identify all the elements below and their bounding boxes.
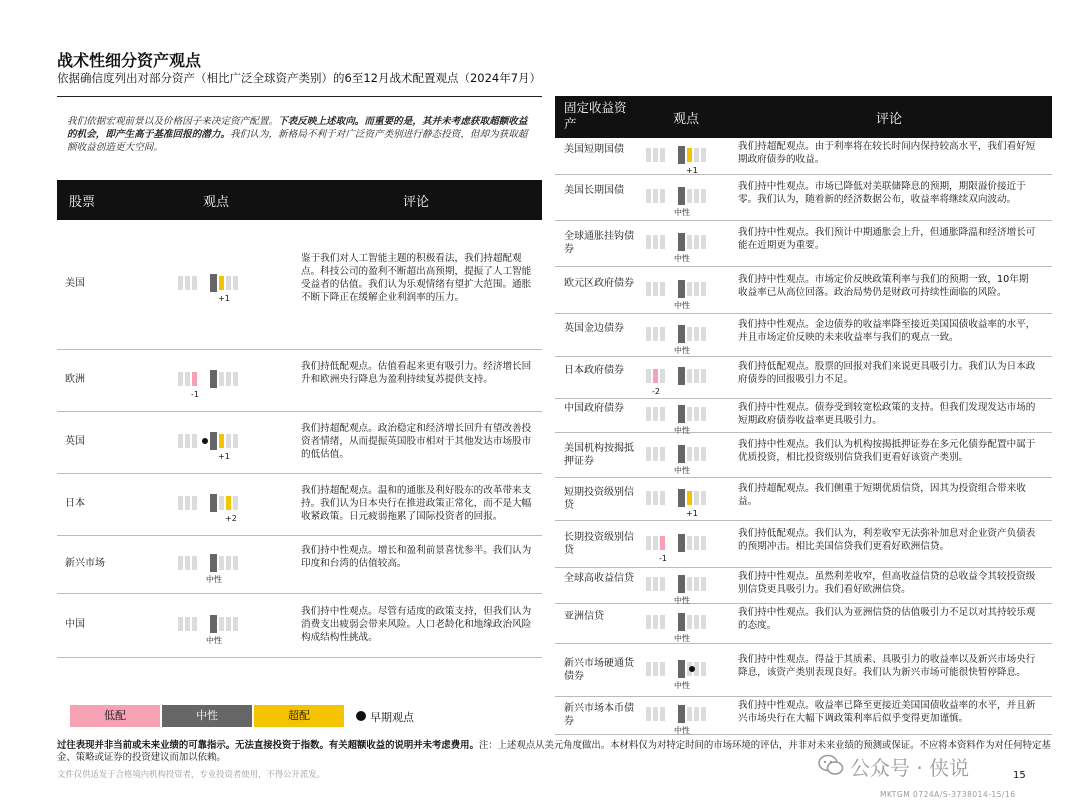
scale-center xyxy=(678,187,685,205)
scale-cell xyxy=(660,327,665,341)
asset-name: 中国 xyxy=(65,619,85,630)
view-label: 中性 xyxy=(674,254,690,263)
scale-cell xyxy=(694,615,699,629)
scale-center xyxy=(678,575,685,593)
asset-name: 欧洲 xyxy=(65,374,85,385)
view-scale xyxy=(646,235,706,269)
page-number: 15 xyxy=(1013,770,1026,781)
view-label: 中性 xyxy=(674,466,690,475)
row-comment: 我们持超配观点。我们侧重于短期优质信贷，因其为投资组合带来收益。 xyxy=(738,483,1026,507)
scale-cell xyxy=(687,407,692,421)
scale-cell xyxy=(694,189,699,203)
table-row xyxy=(555,697,1052,735)
scale-cell xyxy=(233,556,238,570)
equity-header-comment: 评论 xyxy=(403,195,430,210)
view-scale xyxy=(178,496,238,530)
view-label: 中性 xyxy=(674,634,690,643)
scale-cell xyxy=(646,662,651,676)
asset-name: 短期投资级别信贷 xyxy=(564,487,634,511)
scale-cell xyxy=(178,496,183,510)
scale-cell xyxy=(646,148,651,162)
scale-cell xyxy=(646,447,651,461)
page-title: 战术性细分资产观点 xyxy=(57,51,202,70)
scale-cell xyxy=(694,148,699,162)
scale-cell xyxy=(653,189,658,203)
scale-cell xyxy=(192,372,197,386)
scale-cell xyxy=(646,407,651,421)
view-label: 中性 xyxy=(674,208,690,217)
scale-cell xyxy=(233,496,238,510)
scale-center xyxy=(678,534,685,552)
table-row xyxy=(555,604,1052,644)
scale-cell xyxy=(701,282,706,296)
view-label: 中性 xyxy=(674,346,690,355)
scale-cell xyxy=(701,662,706,676)
scale-cell xyxy=(694,707,699,721)
asset-name: 日本政府债券 xyxy=(564,365,624,376)
scale-cell xyxy=(192,556,197,570)
scale-cell xyxy=(660,407,665,421)
row-comment: 我们持中性观点。市场已降低对美联储降息的预期，期限溢价接近于零。我们认为，随着新的经济数据公布，收益率将继续双向波动。 xyxy=(738,181,1026,205)
intro-part1: 我们依据宏观前景以及价格因子来决定资产配置。 xyxy=(67,116,279,127)
view-scale xyxy=(646,327,706,361)
scale-cell xyxy=(687,615,692,629)
scale-cell xyxy=(701,407,706,421)
fi-header-view: 观点 xyxy=(673,112,700,127)
view-scale xyxy=(646,491,706,525)
scale-cell xyxy=(701,235,706,249)
asset-name: 新兴市场本币债券 xyxy=(564,703,634,727)
legend-neutral: 中性 xyxy=(162,705,252,727)
scale-cell xyxy=(178,276,183,290)
scale-cell xyxy=(192,276,197,290)
scale-cell xyxy=(178,556,183,570)
scale-cell xyxy=(701,707,706,721)
scale-cell xyxy=(687,148,692,162)
disclaimer-bold: 过往表现并非当前或未来业绩的可靠指示。无法直接投资于指数。有关超额收益的说明并未考虑费用。 xyxy=(57,740,479,751)
early-view-dot-icon xyxy=(202,438,208,444)
scale-cell xyxy=(653,447,658,461)
scale-center xyxy=(210,494,217,512)
scale-center xyxy=(678,660,685,678)
view-label: +1 xyxy=(686,509,698,518)
asset-name: 美国短期国债 xyxy=(564,144,624,155)
view-label: 中性 xyxy=(206,575,222,584)
scale-cell xyxy=(233,372,238,386)
watermark: 公众号 · 侠说 xyxy=(850,756,970,780)
row-comment: 我们持中性观点。市场定价反映政策利率与我们的预期一致，10年期收益率已从高位回落。政治局势仍是财政可持续性面临的风险。 xyxy=(738,274,1029,298)
scale-cell xyxy=(646,235,651,249)
scale-center xyxy=(678,280,685,298)
row-comment: 我们持中性观点。得益于其质素、具吸引力的收益率以及新兴市场央行降息，该资产类别表现良好。我们认为新兴市场可能很快暂停降息。 xyxy=(738,654,1036,678)
scale-center xyxy=(210,370,217,388)
scale-cell xyxy=(646,282,651,296)
row-comment: 我们持中性观点。增长和盈利前景喜忧参半。我们认为印度和台湾的估值较高。 xyxy=(301,545,532,569)
view-label: +1 xyxy=(686,166,698,175)
scale-center xyxy=(678,705,685,723)
equity-table-header xyxy=(57,180,542,220)
scale-cell xyxy=(653,662,658,676)
scale-cell xyxy=(653,407,658,421)
row-comment: 我们持中性观点。收益率已降至更接近美国国债收益率的水平，并且新兴市场央行在大幅下调政策利率后似乎变得更加谨慎。 xyxy=(738,700,1036,724)
scale-cell xyxy=(660,282,665,296)
scale-cell xyxy=(646,707,651,721)
scale-cell xyxy=(178,372,183,386)
view-label: 中性 xyxy=(206,636,222,645)
scale-cell xyxy=(701,148,706,162)
table-row xyxy=(57,220,542,350)
scale-center xyxy=(678,613,685,631)
asset-name: 美国长期国债 xyxy=(564,185,624,196)
table-row xyxy=(555,568,1052,604)
row-comment: 我们持中性观点。虽然利差收窄，但高收益信贷的总收益令其较投资级别信贷更具吸引力。我们看好欧洲信贷。 xyxy=(738,571,1036,595)
scale-cell xyxy=(219,434,224,448)
scale-cell xyxy=(653,577,658,591)
scale-cell xyxy=(694,327,699,341)
row-comment: 鉴于我们对人工智能主题的积极看法，我们持超配观点。科技公司的盈利不断超出高预期，提振了人工智能受益者的估值。我们认为乐观情绪有望扩大范围。通胀不断下降正在缓解企业利润率的压力。 xyxy=(301,253,532,303)
scale-cell xyxy=(660,369,665,383)
view-scale xyxy=(646,707,706,741)
scale-cell xyxy=(185,434,190,448)
row-comment: 我们持中性观点。尽管有适度的政策支持，但我们认为消费支出疲弱会带来风险。人口老龄化和地缘政治风险构成结构性挑战。 xyxy=(301,606,532,643)
distribution-note: 文件仅供适发于合格境内机构投资者，专业投资者使用，不得公开派发。 xyxy=(57,769,325,779)
scale-cell xyxy=(178,617,183,631)
scale-cell xyxy=(219,496,224,510)
scale-cell xyxy=(653,327,658,341)
scale-cell xyxy=(694,407,699,421)
table-row xyxy=(555,644,1052,697)
scale-cell xyxy=(653,148,658,162)
table-row xyxy=(555,175,1052,221)
row-comment: 我们持中性观点。金边债券的收益率降至接近美国国债收益率的水平，并且市场定价反映的未来收益率与我们的观点一致。 xyxy=(738,319,1036,343)
scale-cell xyxy=(701,189,706,203)
scale-cell xyxy=(660,148,665,162)
scale-center xyxy=(678,445,685,463)
view-label: +2 xyxy=(225,514,237,523)
asset-name: 英国 xyxy=(65,436,85,447)
asset-name: 英国金边债券 xyxy=(564,323,624,334)
scale-cell xyxy=(694,282,699,296)
scale-cell xyxy=(687,536,692,550)
scale-cell xyxy=(185,276,190,290)
view-label: +1 xyxy=(218,294,230,303)
row-comment: 我们持超配观点。政治稳定和经济增长回升有望改善投资者情绪，从而提振英国股市相对于其他发达市场股市的低估值。 xyxy=(301,423,532,460)
scale-cell xyxy=(687,577,692,591)
scale-cell xyxy=(653,235,658,249)
scale-cell xyxy=(226,372,231,386)
scale-cell xyxy=(694,447,699,461)
scale-cell xyxy=(653,536,658,550)
table-row xyxy=(555,478,1052,521)
early-view-dot-icon xyxy=(689,666,695,672)
scale-cell xyxy=(226,434,231,448)
table-row xyxy=(57,412,542,474)
scale-cell xyxy=(178,434,183,448)
scale-cell xyxy=(660,189,665,203)
scale-center xyxy=(678,146,685,164)
scale-cell xyxy=(701,447,706,461)
scale-cell xyxy=(192,496,197,510)
legend-underweight: 低配 xyxy=(70,705,160,727)
scale-cell xyxy=(219,556,224,570)
scale-cell xyxy=(653,282,658,296)
view-scale xyxy=(646,662,706,696)
scale-cell xyxy=(701,615,706,629)
scale-cell xyxy=(660,447,665,461)
scale-center xyxy=(210,432,217,450)
view-scale xyxy=(646,369,706,403)
table-row xyxy=(555,221,1052,267)
scale-cell xyxy=(226,276,231,290)
scale-cell xyxy=(694,536,699,550)
table-row xyxy=(555,433,1052,478)
view-scale xyxy=(646,189,706,223)
row-comment: 我们持中性观点。我们认为亚洲信贷的估值吸引力不足以对其持较乐观的态度。 xyxy=(738,607,1036,631)
view-label: -1 xyxy=(659,554,667,563)
asset-name: 全球高收益信贷 xyxy=(564,573,634,584)
row-comment: 我们持超配观点。温和的通胀及利好股东的改革带来支持。我们认为日本央行在推进政策正常化，而不是大幅收紧政策。日元疲弱拖累了国际投资者的回报。 xyxy=(301,485,532,522)
asset-name: 中国政府债券 xyxy=(564,403,624,414)
table-row xyxy=(555,267,1052,314)
scale-cell xyxy=(687,327,692,341)
scale-cell xyxy=(660,577,665,591)
scale-cell xyxy=(646,369,651,383)
view-scale xyxy=(178,617,238,651)
scale-center xyxy=(678,367,685,385)
scale-cell xyxy=(226,556,231,570)
asset-name: 全球通胀挂钩债券 xyxy=(564,231,634,255)
view-label: -1 xyxy=(191,390,199,399)
scale-cell xyxy=(653,369,658,383)
scale-cell xyxy=(687,189,692,203)
scale-center xyxy=(678,233,685,251)
asset-name: 长期投资级别信贷 xyxy=(564,532,634,556)
scale-cell xyxy=(694,369,699,383)
scale-cell xyxy=(653,615,658,629)
legend xyxy=(70,705,470,727)
table-row xyxy=(555,399,1052,433)
scale-cell xyxy=(660,707,665,721)
scale-cell xyxy=(192,434,197,448)
table-row xyxy=(57,594,542,658)
view-label: -2 xyxy=(652,387,660,396)
asset-name: 新兴市场硬通货债券 xyxy=(564,658,634,682)
view-label: 中性 xyxy=(674,681,690,690)
view-scale xyxy=(178,556,238,590)
legend-early-dot-icon xyxy=(356,711,366,721)
document-code: MKTGM 0724A/S-3738014-15/16 xyxy=(880,790,1016,799)
asset-name: 新兴市场 xyxy=(65,558,105,569)
scale-cell xyxy=(192,617,197,631)
view-label: +1 xyxy=(218,452,230,461)
scale-cell xyxy=(646,577,651,591)
view-label: 中性 xyxy=(674,726,690,735)
scale-cell xyxy=(701,491,706,505)
intro-part2: 我们认为，新格局不利于对广泛资产类别进行静态投资，但却为获取超额收益创造更大空间。 xyxy=(67,129,528,153)
scale-cell xyxy=(694,491,699,505)
table-row xyxy=(555,521,1052,568)
scale-center xyxy=(678,405,685,423)
scale-cell xyxy=(653,491,658,505)
view-label: 中性 xyxy=(674,301,690,310)
scale-cell xyxy=(701,327,706,341)
scale-cell xyxy=(646,491,651,505)
scale-cell xyxy=(219,617,224,631)
page-subtitle: 依据确信度列出对部分资产（相比广泛全球资产类别）的6至12月战术配置观点（2024年7月） xyxy=(57,71,542,85)
scale-cell xyxy=(219,372,224,386)
scale-cell xyxy=(660,662,665,676)
wechat-icon xyxy=(818,754,844,776)
scale-cell xyxy=(701,369,706,383)
scale-cell xyxy=(646,189,651,203)
legend-early-view: 早期观点 xyxy=(370,711,414,724)
asset-name: 欧元区政府债券 xyxy=(564,278,634,289)
fi-header-asset: 固定收益资产 xyxy=(564,100,627,131)
fixed-income-table-header xyxy=(555,96,1052,138)
scale-cell xyxy=(646,615,651,629)
row-comment: 我们持中性观点。我们认为机构按揭抵押证券在多元化债券配置中属于优质投资，相比投资级别信贷我们更看好该资产类别。 xyxy=(738,439,1036,463)
view-scale xyxy=(178,372,238,406)
scale-cell xyxy=(694,235,699,249)
scale-cell xyxy=(660,235,665,249)
scale-cell xyxy=(185,496,190,510)
scale-cell xyxy=(694,577,699,591)
scale-center xyxy=(678,489,685,507)
scale-cell xyxy=(687,707,692,721)
intro-bold: 下表反映上述取向。而重要的是，其并未考虑获取超额收益的机会，即产生高于基准回报的潜力。 xyxy=(67,116,528,140)
equity-header-view: 观点 xyxy=(203,195,230,210)
scale-center xyxy=(210,274,217,292)
scale-cell xyxy=(233,434,238,448)
row-comment: 我们持中性观点。债券受到较宽松政策的支持。但我们发现发达市场的短期政府债券收益率更具吸引力。 xyxy=(738,402,1036,426)
scale-cell xyxy=(701,536,706,550)
row-comment: 我们持低配观点。股票的回报对我们来说更具吸引力。我们认为日本政府债券的回报吸引力不足。 xyxy=(738,361,1036,385)
disclaimer-rest: 注：上述观点从美元角度做出。本材料仅为对特定时间的市场环境的评估，并非对未来业绩的预测或保证。不应将本资料作为对任何特定基金、策略或证券的投资建议而加以依赖。 xyxy=(57,740,1051,763)
scale-center xyxy=(210,615,217,633)
scale-cell xyxy=(226,617,231,631)
view-scale xyxy=(646,536,706,570)
scale-center xyxy=(210,554,217,572)
scale-cell xyxy=(233,276,238,290)
scale-cell xyxy=(653,707,658,721)
row-comment: 我们持低配观点。我们认为，利差收窄无法弥补加息对企业资产负债表的预期冲击。相比美国信贷我们更看好欧洲信贷。 xyxy=(738,528,1036,552)
table-row xyxy=(555,357,1052,399)
intro-text xyxy=(57,96,542,180)
row-comment: 我们持超配观点。由于利率将在较长时间内保持较高水平，我们看好短期政府债券的收益。 xyxy=(738,141,1036,165)
scale-cell xyxy=(660,615,665,629)
view-scale xyxy=(178,276,238,310)
scale-cell xyxy=(687,282,692,296)
view-scale xyxy=(646,447,706,481)
scale-cell xyxy=(233,617,238,631)
view-scale xyxy=(646,282,706,316)
view-scale xyxy=(178,434,238,468)
table-row xyxy=(57,474,542,536)
asset-name: 美国机构按揭抵押证券 xyxy=(564,443,634,467)
scale-cell xyxy=(687,491,692,505)
asset-name: 美国 xyxy=(65,278,85,289)
view-label: 中性 xyxy=(674,426,690,435)
scale-cell xyxy=(219,276,224,290)
scale-cell xyxy=(660,491,665,505)
asset-name: 日本 xyxy=(65,498,85,509)
table-row xyxy=(57,536,542,594)
scale-cell xyxy=(226,496,231,510)
scale-cell xyxy=(185,556,190,570)
scale-cell xyxy=(701,577,706,591)
scale-cell xyxy=(687,369,692,383)
view-label: 中性 xyxy=(674,596,690,605)
scale-cell xyxy=(646,327,651,341)
legend-overweight: 超配 xyxy=(254,705,344,727)
scale-cell xyxy=(646,536,651,550)
table-row xyxy=(555,314,1052,357)
fi-header-comment: 评论 xyxy=(876,112,903,127)
scale-cell xyxy=(185,372,190,386)
scale-cell xyxy=(687,447,692,461)
table-row xyxy=(555,138,1052,175)
equity-header-asset: 股票 xyxy=(69,195,96,210)
scale-cell xyxy=(185,617,190,631)
scale-cell xyxy=(660,536,665,550)
table-row xyxy=(57,350,542,412)
scale-cell xyxy=(687,235,692,249)
scale-center xyxy=(678,325,685,343)
row-comment: 我们持低配观点。估值看起来更有吸引力。经济增长回升和欧洲央行降息为盈利持续复苏提供支持。 xyxy=(301,361,532,385)
asset-name: 亚洲信贷 xyxy=(564,611,604,622)
row-comment: 我们持中性观点。我们预计中期通胀会上升，但通胀降温和经济增长可能在近期更为重要。 xyxy=(738,227,1036,251)
